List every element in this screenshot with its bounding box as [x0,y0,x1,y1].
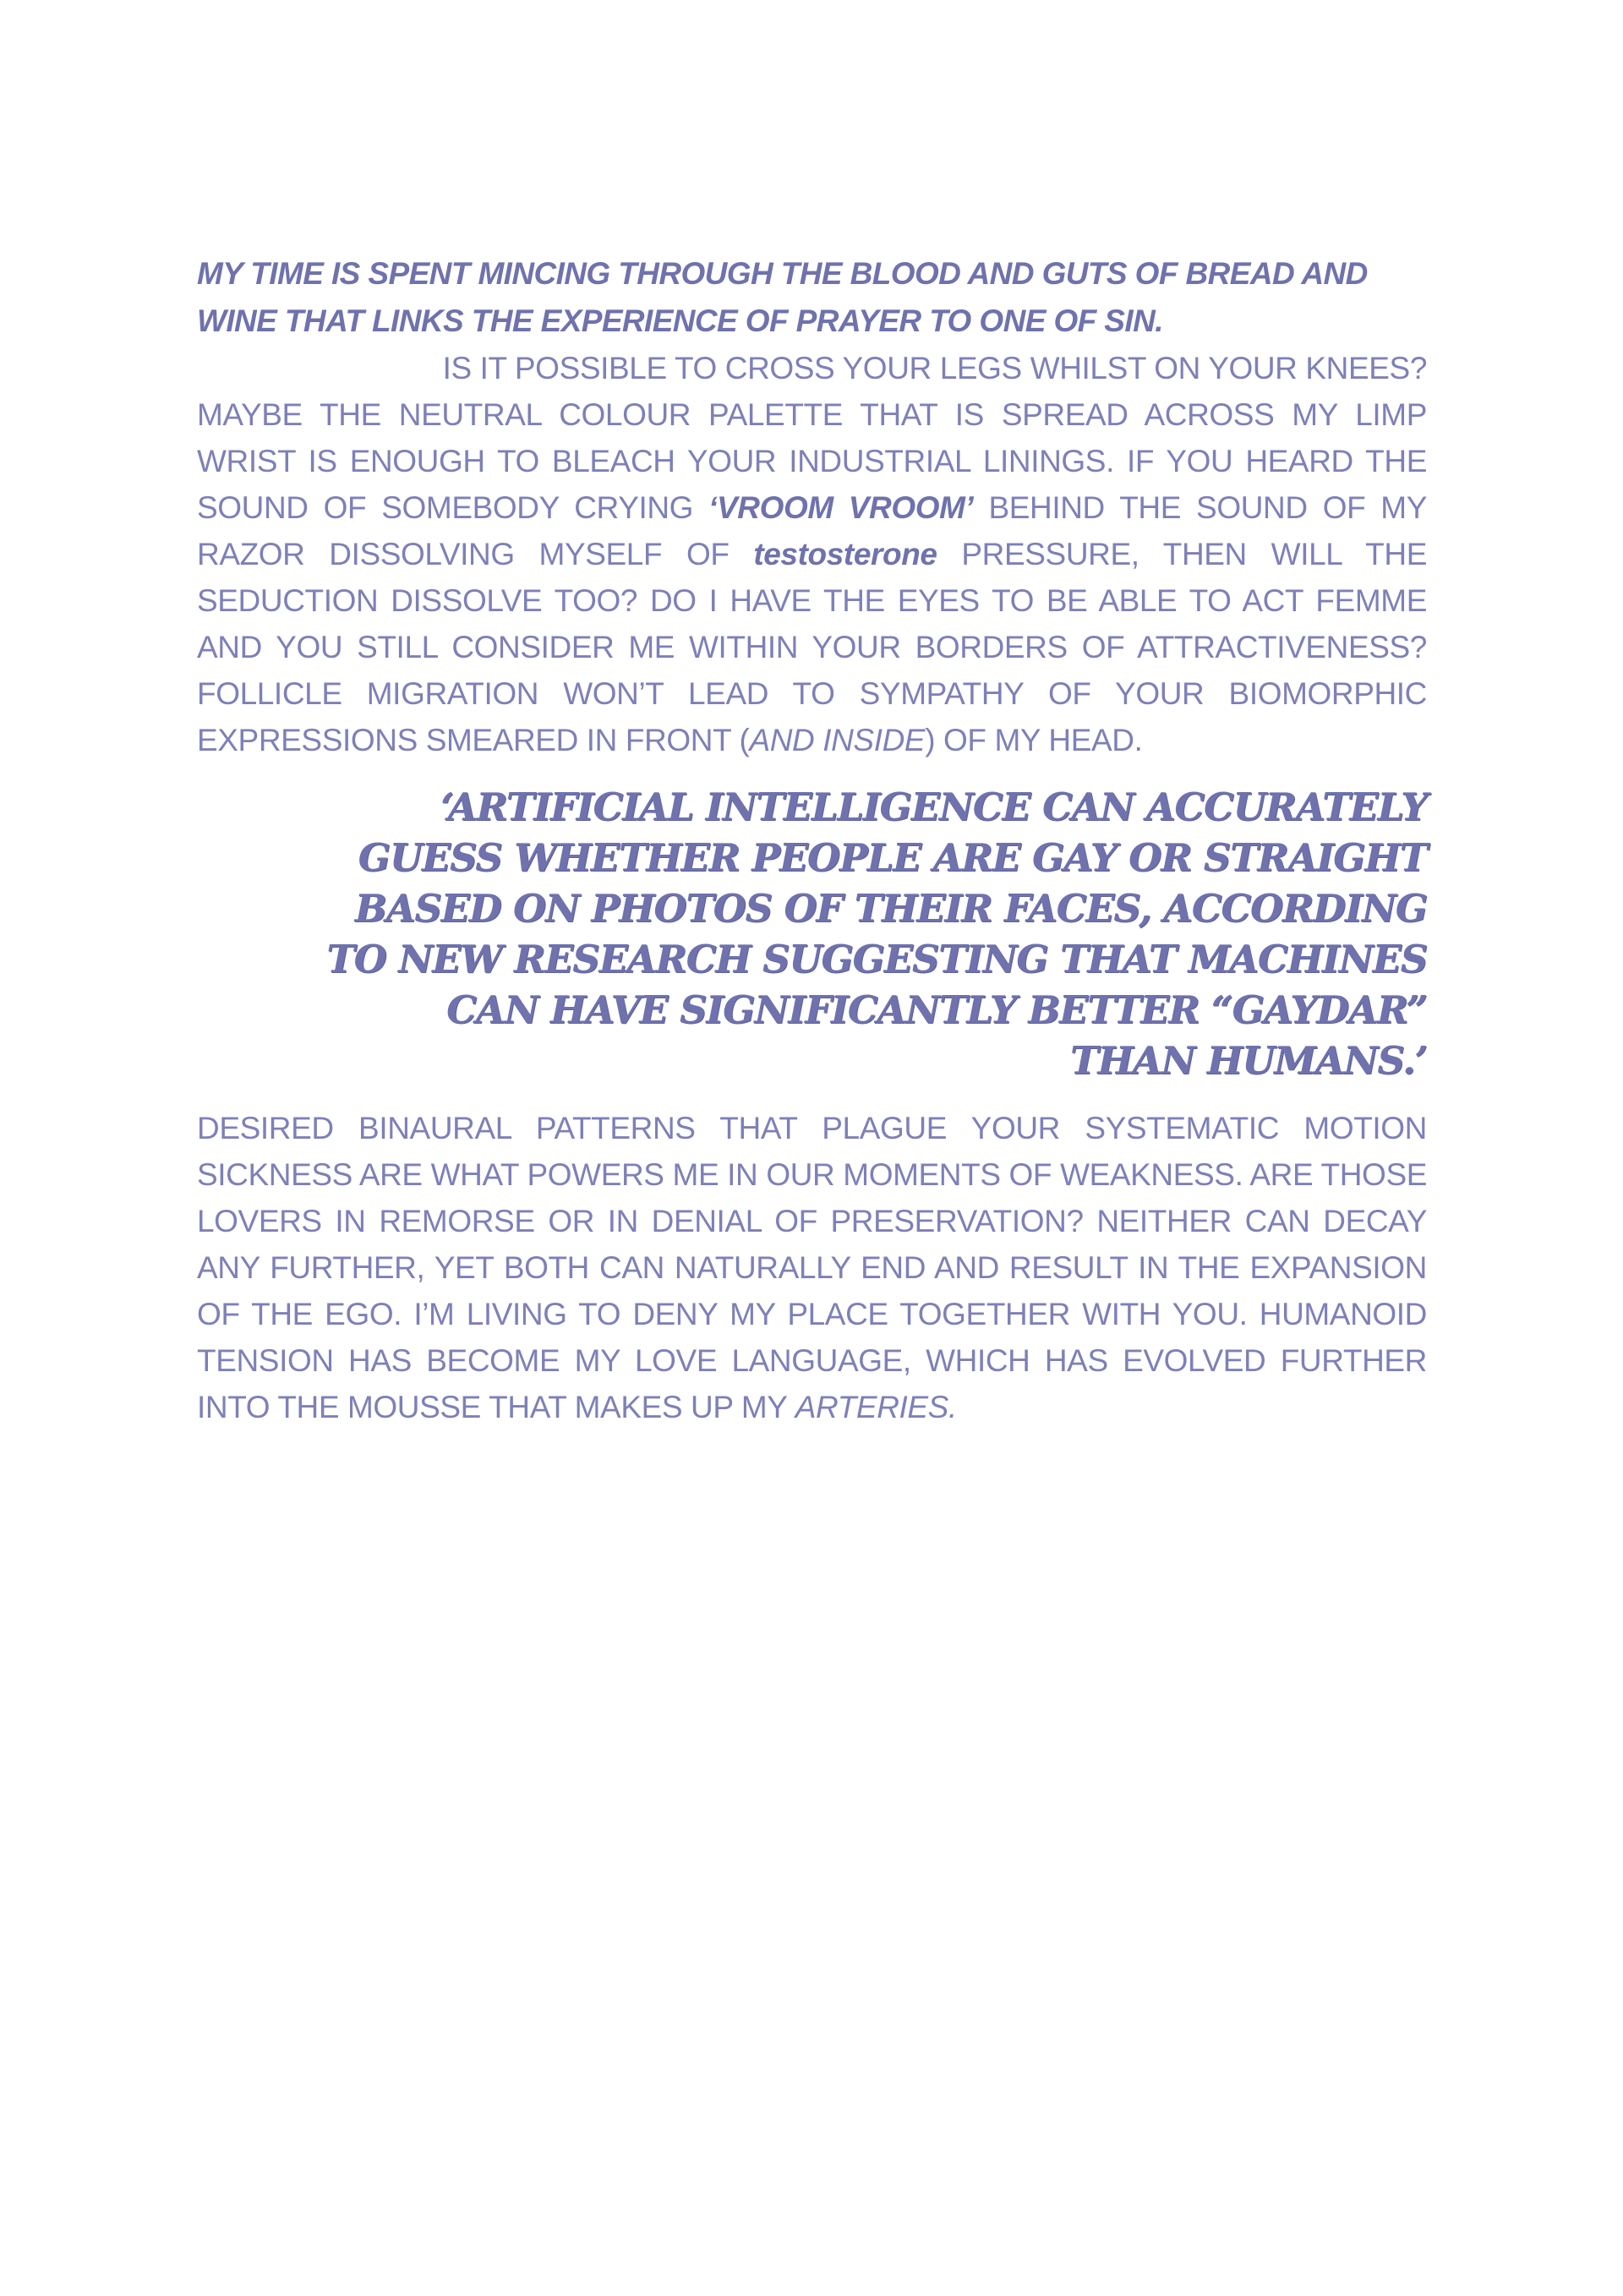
pull-quote-line: CAN HAVE SIGNIFICANTLY BETTER “GAYDAR” [446,987,1427,1032]
pull-quote-line: TO NEW RESEARCH SUGGESTING THAT MACHINES [326,937,1427,981]
first-paragraph-opening-line: IS IT POSSIBLE TO CROSS YOUR LEGS WHILST ON YOUR KNEES? [442,351,1427,385]
first-paragraph [197,345,1427,763]
first-paragraph-text-2: BEHIND THE SOUND OF MY RAZOR DISSOLVING MYSELF OF [197,490,1428,571]
pull-quote-line: GUESS WHETHER PEOPLE ARE GAY OR STRAIGHT [358,835,1427,880]
vroom-emphasis: ‘VROOM VROOM’ [708,490,974,525]
first-paragraph-text-3: PRESSURE, THEN WILL THE SEDUCTION DISSOLVE TOO? DO I HAVE THE EYES TO BE ABLE TO ACT FEMME AND YOU STILL CONSIDER ME WITHIN YOUR BORDERS OF ATTRACTIVENESS? FOLLICLE MIGRATION WON’T LEAD TO SYMPATHY OF YOUR BIOMORPHIC EXPRESSIONS SMEARED IN FRONT ( [197,537,1427,757]
pull-quote-line: BASED ON PHOTOS OF THEIR FACES, ACCORDING [354,886,1427,931]
intro-paragraph: MY TIME IS SPENT MINCING THROUGH THE BLOOD AND GUTS OF BREAD AND WINE THAT LINKS THE EXPERIENCE OF PRAYER TO ONE OF SIN. [197,256,1368,338]
document-content [197,250,1427,1430]
pull-quote [197,782,1427,1086]
testosterone-emphasis: testosterone [753,537,937,571]
pull-quote-line: THAN HUMANS.’ [1070,1038,1427,1083]
second-paragraph-text: DESIRED BINAURAL PATTERNS THAT PLAGUE YOUR SYSTEMATIC MOTION SICKNESS ARE WHAT POWERS ME IN OUR MOMENTS OF WEAKNESS. ARE THOSE LOVERS IN REMORSE OR IN DENIAL OF PRESERVATION? NEITHER CAN DECAY ANY FURTHER, YET BOTH CAN NATURALLY END AND RESULT IN THE EXPANSION OF THE EGO. I’M LIVING TO DENY MY PLACE TOGETHER WITH YOU. HUMANOID TENSION HAS BECOME MY LOVE LANGUAGE, WHICH HAS EVOLVED FURTHER INTO THE MOUSSE THAT MAKES UP MY [197,1111,1427,1424]
and-inside-emphasis: AND INSIDE [749,723,926,757]
pull-quote-line: ‘ARTIFICIAL INTELLIGENCE CAN ACCURATELY [440,784,1427,829]
arteries-emphasis: ARTERIES. [795,1390,957,1424]
first-paragraph-text-1: MAYBE THE NEUTRAL COLOUR PALETTE THAT IS SPREAD ACROSS MY LIMP WRIST IS ENOUGH TO BLEACH YOUR INDUSTRIAL LININGS. IF YOU HEARD THE SOUND OF SOMEBODY CRYING [197,397,1427,525]
second-paragraph [197,1105,1427,1430]
first-paragraph-text-4: ) OF MY HEAD. [925,723,1143,757]
